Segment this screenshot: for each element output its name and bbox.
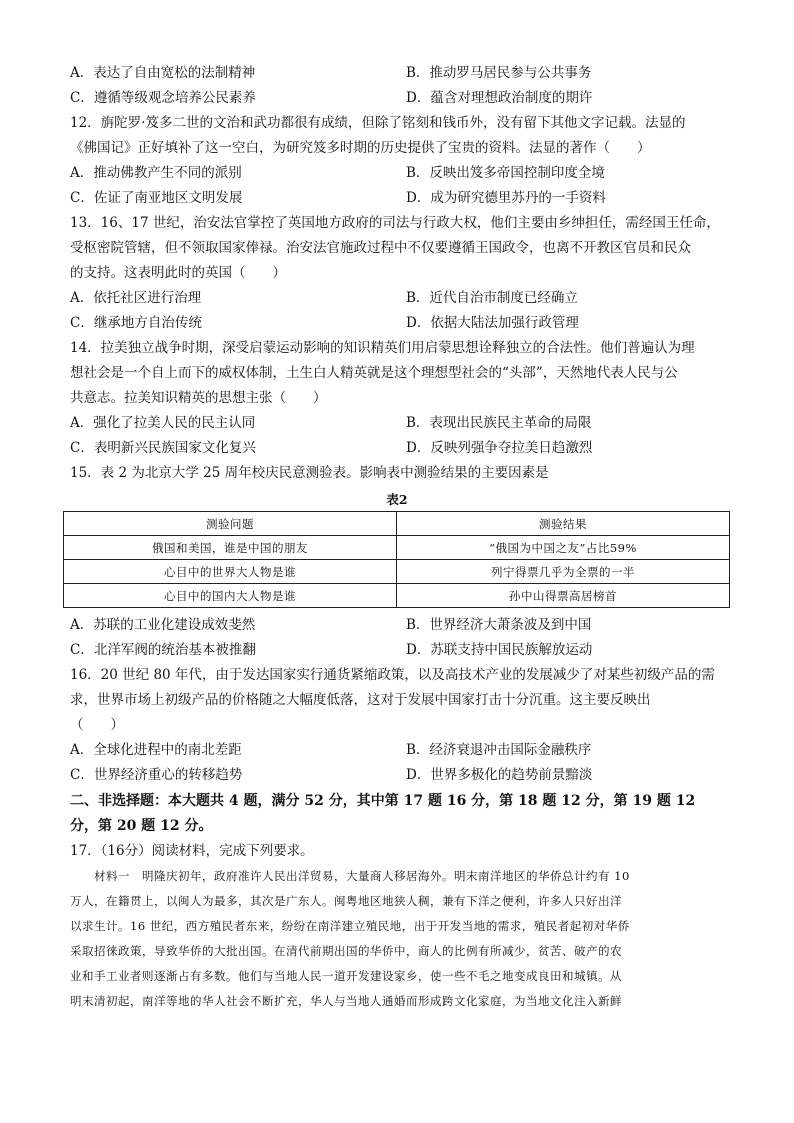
q14-stem-line-1: 14．拉美独立战争时期，深受启蒙运动影响的知识精英们用启蒙思想诠释独立的合法性。他们普遍认为理 bbox=[70, 340, 695, 356]
q16-option-c[interactable]: C．世界经济重心的转移趋势 bbox=[70, 767, 243, 783]
q17-material-line: 采取招徕政策，导致华侨的大批出国。在清代前期出国的华侨中，商人的比例有所减少，贫苦、破产的农 bbox=[70, 944, 622, 958]
q12-stem-line-1: 12．旃陀罗·笈多二世的文治和武功都很有成绩，但除了铭刻和钱币外，没有留下其他文字记载。法显的 bbox=[70, 115, 686, 131]
q15-stem: 15．表 2 为北京大学 25 周年校庆民意测验表。影响表中测验结果的主要因素是 bbox=[70, 465, 549, 481]
q13-option-c[interactable]: C．继承地方自治传统 bbox=[70, 315, 202, 331]
q12-option-b[interactable]: B．反映出笈多帝国控制印度全境 bbox=[406, 165, 605, 181]
table-cell-result: “俄国为中国之友”占比59% bbox=[397, 536, 730, 560]
q16-stem-line-3: （ ） bbox=[70, 717, 124, 733]
q12-option-a[interactable]: A．推动佛教产生不同的派别 bbox=[70, 165, 242, 181]
q11-option-a[interactable]: A．表达了自由宽松的法制精神 bbox=[70, 65, 256, 81]
q13-stem-line-3: 的支持。这表明此时的英国（ ） bbox=[70, 265, 286, 281]
table-cell-question: 俄国和美国，谁是中国的朋友 bbox=[64, 536, 397, 560]
q15-option-c[interactable]: C．北洋军阀的统治基本被推翻 bbox=[70, 642, 256, 658]
table-caption: 表2 bbox=[386, 492, 408, 507]
q13-option-a[interactable]: A．依托社区进行治理 bbox=[70, 290, 202, 306]
q14-option-c[interactable]: C．表明新兴民族国家文化复兴 bbox=[70, 440, 256, 456]
table-cell-result: 孙中山得票高居榜首 bbox=[397, 584, 730, 608]
table-header-row bbox=[64, 512, 730, 536]
q15-option-a[interactable]: A．苏联的工业化建设成效斐然 bbox=[70, 617, 256, 633]
q13-option-b[interactable]: B．近代自治市制度已经确立 bbox=[406, 290, 578, 306]
q11-option-d[interactable]: D．蕴含对理想政治制度的期许 bbox=[406, 90, 593, 106]
section-2-title-line-2: 分，第 20 题 12 分。 bbox=[70, 818, 213, 834]
q17-material-line: 业和手工业者则逐渐占有多数。他们与当地人民一道开发建设家乡，使一些不毛之地变成良田和城镇。从 bbox=[70, 969, 622, 983]
section-2-title-line-1: 二、非选择题：本大题共 4 题，满分 52 分，其中第 17 题 16 分，第 18 题 12 分，第 19 题 12 bbox=[70, 793, 696, 809]
table-cell-question: 心目中的国内大人物是谁 bbox=[64, 584, 397, 608]
q14-option-a[interactable]: A．强化了拉美人民的民主认同 bbox=[70, 415, 256, 431]
q16-option-d[interactable]: D．世界多极化的趋势前景黯淡 bbox=[406, 767, 593, 783]
q12-stem-line-2: 《佛国记》正好填补了这一空白，为研究笈多时期的历史提供了宝贵的资料。法显的著作（ ） bbox=[70, 140, 651, 156]
q12-option-c[interactable]: C．佐证了南亚地区文明发展 bbox=[70, 190, 243, 206]
q14-option-b[interactable]: B．表现出民族民主革命的局限 bbox=[406, 415, 592, 431]
table-header-question: 测验问题 bbox=[64, 512, 397, 536]
q11-option-b[interactable]: B．推动罗马居民参与公共事务 bbox=[406, 65, 592, 81]
q16-option-a[interactable]: A．全球化进程中的南北差距 bbox=[70, 742, 242, 758]
q15-option-d[interactable]: D．苏联支持中国民族解放运动 bbox=[406, 642, 593, 658]
q16-stem-line-1: 16．20 世纪 80 年代，由于发达国家实行通货紧缩政策，以及高技术产业的发展减少了对某些初级产品的需 bbox=[70, 667, 715, 683]
table-header-result: 测验结果 bbox=[397, 512, 730, 536]
survey-table bbox=[63, 511, 730, 608]
q14-stem-line-2: 想社会是一个自上而下的威权体制，土生白人精英就是这个理想型社会的“头部”，天然地代表人民与公 bbox=[70, 365, 678, 381]
q13-stem-line-1: 13．16、17 世纪，治安法官掌控了英国地方政府的司法与行政大权，他们主要由乡绅担任，需经国王任命， bbox=[70, 215, 720, 231]
q17-stem: 17．（16分）阅读材料，完成下列要求。 bbox=[70, 843, 314, 859]
q14-stem-line-3: 共意志。拉美知识精英的思想主张（ ） bbox=[70, 390, 327, 406]
q17-material-line: 万人，在籍贯上，以闽人为最多，其次是广东人。闽粤地区地狭人稠，兼有下洋之便利，许多人只好出洋 bbox=[70, 894, 622, 908]
q16-option-b[interactable]: B．经济衰退冲击国际金融秩序 bbox=[406, 742, 592, 758]
table-row bbox=[64, 560, 730, 584]
q17-material-line: 明末清初起，南洋等地的华人社会不断扩充，华人与当地人通婚而形成跨文化家庭，为当地文化注入新鲜 bbox=[70, 994, 622, 1008]
table-cell-result: 列宁得票几乎为全票的一半 bbox=[397, 560, 730, 584]
q16-stem-line-2: 求，世界市场上初级产品的价格随之大幅度低落，这对于发展中国家打击十分沉重。这主要反映出 bbox=[70, 692, 651, 708]
q13-stem-line-2: 受枢密院管辖，但不领取国家俸禄。治安法官施政过程中不仅要遵循王国政令，也离不开教区官员和民众 bbox=[70, 240, 691, 256]
q12-option-d[interactable]: D．成为研究德里苏丹的一手资料 bbox=[406, 190, 606, 206]
q13-option-d[interactable]: D．依据大陆法加强行政管理 bbox=[406, 315, 579, 331]
q15-option-b[interactable]: B．世界经济大萧条波及到中国 bbox=[406, 617, 592, 633]
table-cell-question: 心目中的世界大人物是谁 bbox=[64, 560, 397, 584]
q17-material-line: 以求生计。16 世纪，西方殖民者东来，纷纷在南洋建立殖民地，出于开发当地的需求，殖民者起初对华侨 bbox=[70, 919, 630, 933]
table-row bbox=[64, 584, 730, 608]
q11-option-c[interactable]: C．遵循等级观念培养公民素养 bbox=[70, 90, 256, 106]
q14-option-d[interactable]: D．反映列强争夺拉美日趋激烈 bbox=[406, 440, 593, 456]
q17-material-line: 材料一 明隆庆初年，政府准许人民出洋贸易，大量商人移居海外。明末南洋地区的华侨总计约有 10 bbox=[70, 869, 630, 883]
table-row bbox=[64, 536, 730, 560]
